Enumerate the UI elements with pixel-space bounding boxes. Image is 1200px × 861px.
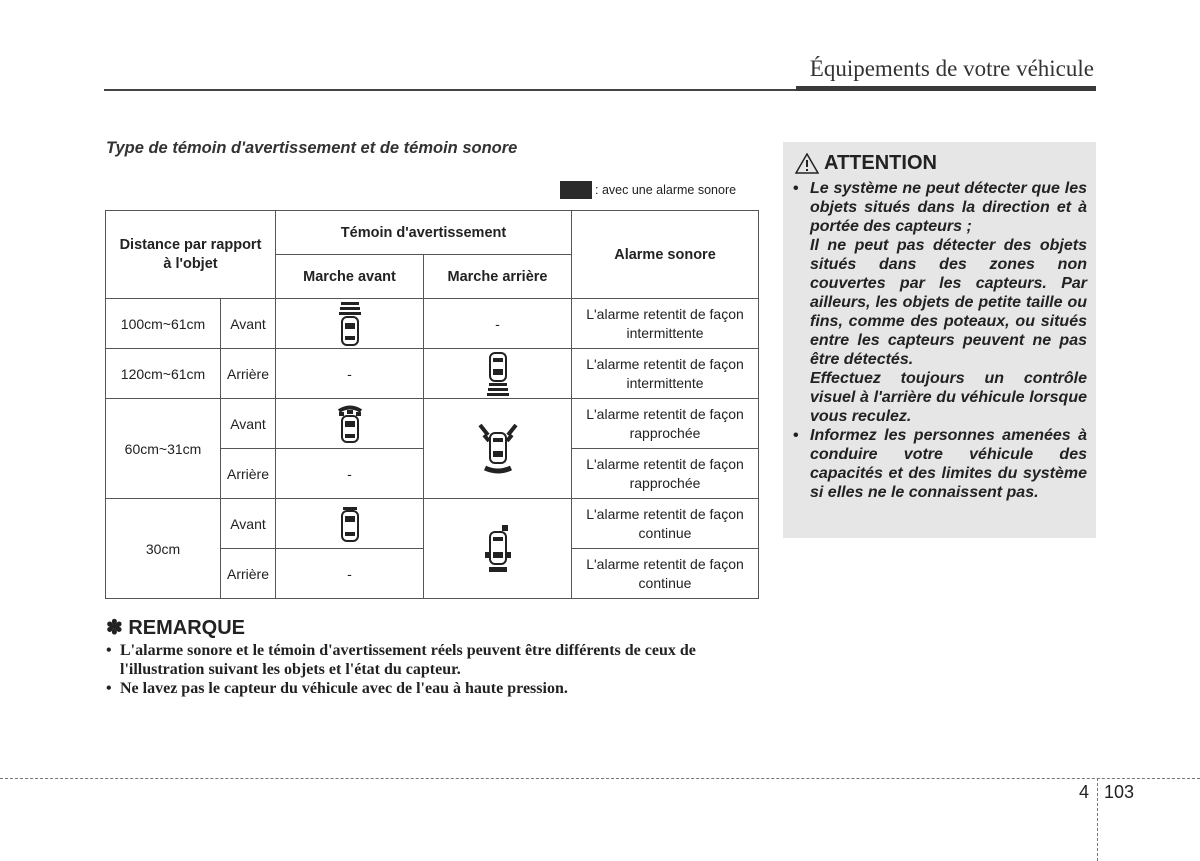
table-row xyxy=(106,299,759,349)
attention-item: • Le système ne peut détecter que les objets situés dans la direction et à portée des capteurs ; xyxy=(793,180,1087,235)
attention-item: • Informez les personnes amenées à conduire votre véhicule des capacités et des limites du système si elles ne le connaissent pas. xyxy=(793,427,1087,501)
footer-divider xyxy=(1097,778,1098,861)
alarm-cell: L'alarme retentit de façon continue xyxy=(572,499,759,549)
header-alarm: Alarme sonore xyxy=(572,211,759,299)
alarm-cell: L'alarme retentit de façon intermittente xyxy=(572,299,759,349)
car-rear-sensor-contact-icon xyxy=(484,524,512,574)
chapter-number: 4 xyxy=(1079,782,1090,802)
position-cell: Avant xyxy=(221,499,276,549)
alarm-cell: L'alarme retentit de façon continue xyxy=(572,549,759,599)
remark-item: • Ne lavez pas le capteur du véhicule avec de l'eau à haute pression. xyxy=(106,680,568,697)
forward-indicator-cell xyxy=(276,399,424,449)
position-cell: Arrière xyxy=(221,549,276,599)
alarm-cell: L'alarme retentit de façon intermittente xyxy=(572,349,759,399)
reverse-indicator-cell xyxy=(424,349,572,399)
attention-body xyxy=(793,179,1087,502)
header-indicator: Témoin d'avertissement xyxy=(276,211,572,255)
page-header-title: Équipements de votre véhicule xyxy=(809,56,1094,81)
reverse-indicator-cell: - xyxy=(424,299,572,349)
table-row xyxy=(106,399,759,449)
forward-indicator-cell xyxy=(276,499,424,549)
forward-indicator-cell: - xyxy=(276,449,424,499)
header-forward: Marche avant xyxy=(276,255,424,299)
remark-list xyxy=(106,641,766,698)
attention-paragraph: Il ne peut pas détecter des objets situés dans des zones non couvertes par les capteurs. Par ailleurs, les objets de petite taille ou fins, comme des poteaux, ou situés entre les capteurs peuvent ne pas être détectés. xyxy=(810,237,1087,368)
section-title: Type de témoin d'avertissement et de témoin sonore xyxy=(106,139,518,157)
car-front-sensor-contact-icon xyxy=(339,505,361,543)
distance-cell: 120cm~61cm xyxy=(106,349,221,399)
position-cell: Avant xyxy=(221,299,276,349)
legend xyxy=(560,181,736,199)
warning-triangle-icon xyxy=(795,153,819,174)
attention-header xyxy=(795,152,937,175)
header-rule-thick xyxy=(796,86,1096,91)
sensor-table xyxy=(105,210,759,599)
reverse-indicator-cell xyxy=(424,399,572,499)
table-row xyxy=(106,349,759,399)
attention-title: ATTENTION xyxy=(824,152,937,174)
header-reverse: Marche arrière xyxy=(424,255,572,299)
position-cell: Avant xyxy=(221,399,276,449)
reverse-indicator-cell xyxy=(424,499,572,599)
car-rear-corner-sensor-icon xyxy=(475,421,521,477)
legend-swatch xyxy=(560,181,592,199)
forward-indicator-cell xyxy=(276,299,424,349)
car-front-sensor-far-icon xyxy=(337,301,363,347)
remark-item: • L'alarme sonore et le témoin d'avertissement réels peuvent être différents de ceux de l'illustration suivant les objets et l'état du capteur. xyxy=(106,642,696,678)
legend-label: : avec une alarme sonore xyxy=(595,183,737,197)
distance-cell: 30cm xyxy=(106,499,221,599)
remark-symbol: ✽ xyxy=(106,617,123,639)
remark-title-text: REMARQUE xyxy=(128,617,245,639)
alarm-cell: L'alarme retentit de façon rapprochée xyxy=(572,449,759,499)
forward-indicator-cell: - xyxy=(276,349,424,399)
position-cell: Arrière xyxy=(221,449,276,499)
remark-title xyxy=(106,615,245,640)
forward-indicator-cell: - xyxy=(276,549,424,599)
car-rear-sensor-far-icon xyxy=(485,351,511,397)
attention-paragraph: Effectuez toujours un contrôle visuel à l'arrière du véhicule lorsque vous reculez. xyxy=(810,370,1087,425)
position-cell: Arrière xyxy=(221,349,276,399)
footer-rule xyxy=(0,778,1200,779)
header-distance: Distance par rapport à l'objet xyxy=(106,211,276,299)
header-rule xyxy=(104,89,796,91)
distance-cell: 100cm~61cm xyxy=(106,299,221,349)
table-row xyxy=(106,499,759,549)
car-front-sensor-near-icon xyxy=(336,404,364,444)
distance-cell: 60cm~31cm xyxy=(106,399,221,499)
page-number: 103 xyxy=(1104,782,1135,802)
attention-box xyxy=(783,142,1096,538)
alarm-cell: L'alarme retentit de façon rapprochée xyxy=(572,399,759,449)
